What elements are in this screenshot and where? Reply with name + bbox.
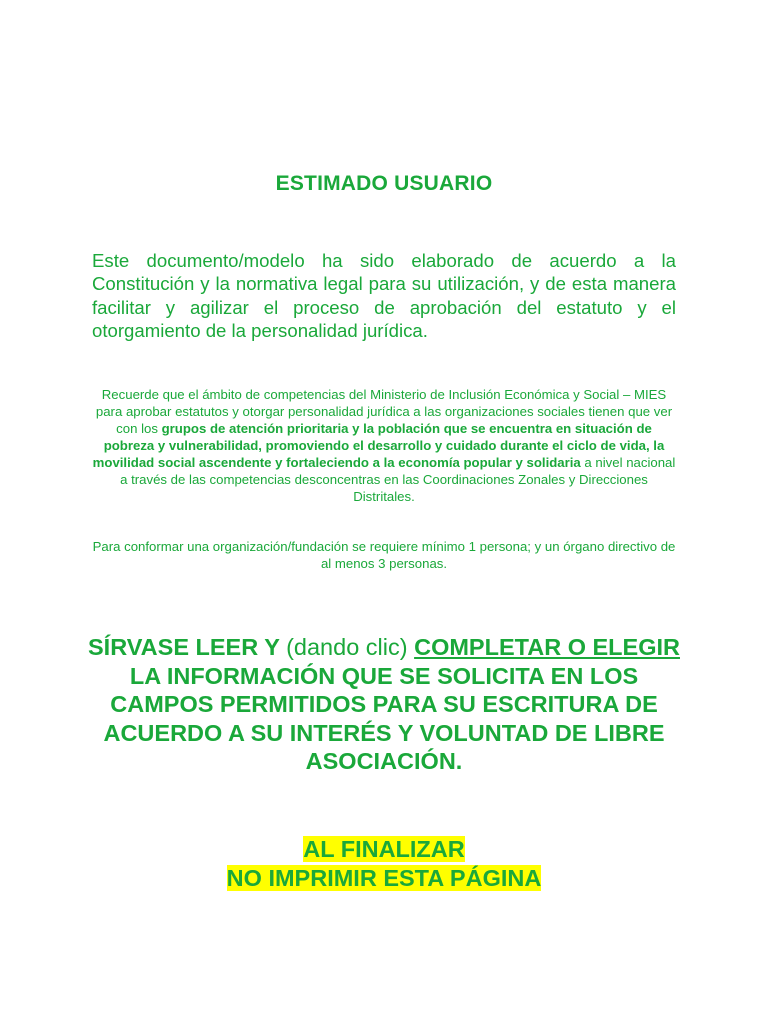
notice-bold-text: grupos de atención prioritaria y la población que se encuentra en situación de pobreza y vulnerabilidad, promoviendo el desarrollo y cuidado durante el ciclo de vida, la movilidad social ascendente y fortaleciendo a la economía popular y solidaria	[92, 421, 665, 470]
page-title: ESTIMADO USUARIO	[275, 172, 493, 195]
competencies-notice	[90, 386, 678, 505]
instruction-text-start: SÍRVASE LEER Y	[88, 634, 287, 660]
final-warning	[0, 835, 768, 893]
instruction-click-note: (dando clic)	[286, 634, 415, 660]
final-warning-line2: NO IMPRIMIR ESTA PÁGINA	[226, 865, 542, 891]
instruction-underlined-text: COMPLETAR O ELEGIR	[414, 634, 680, 660]
notice-text-end: a nivel nacional a través de las competencias desconcentras en las Coordinaciones Zonales y Direcciones Distritales.	[120, 455, 676, 504]
final-warning-line1: AL FINALIZAR	[303, 836, 465, 862]
instruction-heading	[88, 633, 680, 776]
requirement-paragraph: Para conformar una organización/fundación se requiere mínimo 1 persona; y un órgano directivo de al menos 3 personas.	[92, 539, 676, 571]
instruction-text-end: LA INFORMACIÓN QUE SE SOLICITA EN LOS CAMPOS PERMITIDOS PARA SU ESCRITURA DE ACUERDO A SU INTERÉS Y VOLUNTAD DE LIBRE ASOCIACIÓN.	[103, 662, 665, 774]
intro-paragraph: Este documento/modelo ha sido elaborado de acuerdo a la Constitución y la normativa legal para su utilización, y de esta manera facilitar y agilizar el proceso de aprobación del estatuto y el otorgamiento de la personalidad jurídica.	[92, 250, 676, 341]
notice-text-start: Recuerde que el ámbito de competencias del Ministerio de Inclusión Económica y Social – MIES para aprobar estatutos y otorgar personalidad jurídica a las organizaciones sociales tienen que ver con los	[95, 387, 673, 436]
